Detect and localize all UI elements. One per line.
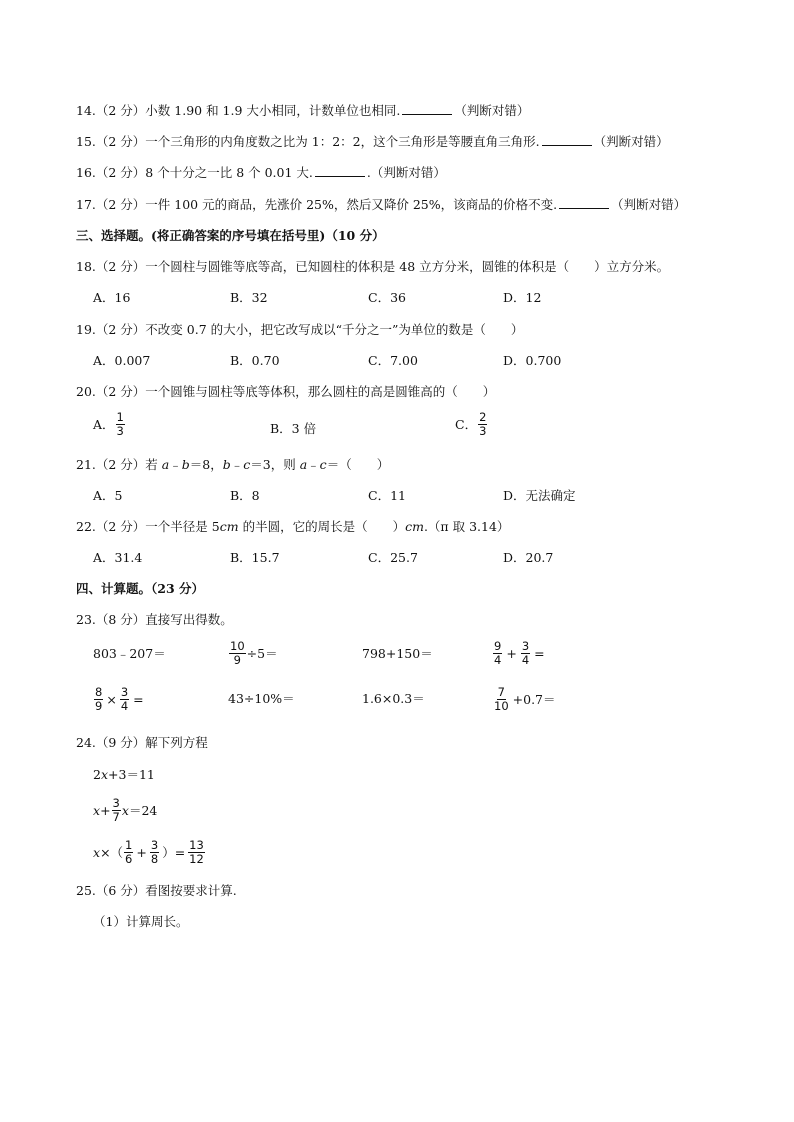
question-20-text: 20.（2 分）一个圆锥与圆柱等底等体积，那么圆柱的高是圆锥高的（ ） [76,384,496,399]
numerator: 3 [150,838,159,852]
question-15-text: 15.（2 分）一个三角形的内角度数之比为 1：2：2，这个三角形是等腰直角三角形. [76,134,540,149]
q20-option-c[interactable] [455,411,488,438]
q21-option-c[interactable]: C．11 [368,488,406,503]
question-15 [76,133,669,151]
calc-item-6: 43÷10%＝ [228,691,295,706]
numerator: 1 [116,410,124,424]
calc-item-5 [93,686,144,713]
q18-option-a[interactable]: A．16 [93,290,131,305]
question-22-text [76,518,509,536]
denominator: 3 [116,424,124,438]
section-3-heading: 三、选择题。(将正确答案的序号填在括号里)（10 分） [76,228,385,243]
q18-option-c[interactable]: C．36 [368,290,406,305]
q21-option-d[interactable]: D．无法确定 [503,488,576,503]
section-4-heading: 四、计算题。（23 分） [76,581,204,596]
fraction [493,640,502,667]
fraction [116,411,125,438]
calc-item-4 [492,640,545,667]
equation-3 [93,839,206,866]
fraction [521,640,530,667]
denominator: 4 [120,699,129,713]
variable-x: x [93,845,101,860]
fraction [478,411,487,438]
text: ＝24 [128,802,158,818]
numerator: 10 [230,639,245,653]
answer-blank[interactable] [542,133,592,146]
numerator: 2 [479,410,487,424]
minus: ﹣ [307,457,320,472]
minus: ﹣ [169,457,182,472]
numerator: 7 [497,685,505,699]
calc-item-1: 803﹣207＝ [93,646,166,661]
denominator: 8 [150,852,159,866]
question-21-text [76,456,389,474]
fraction [94,686,103,713]
coefficient: 2 [93,767,101,782]
question-16-tail: .（判断对错） [366,165,446,180]
operator: + [506,645,517,661]
denominator: 12 [189,852,204,866]
denominator: 4 [521,653,530,667]
calc-item-3: 798+150＝ [362,646,433,661]
question-16 [76,164,446,182]
q19-option-b[interactable]: B．0.70 [230,353,280,368]
question-25-sub-1: （1）计算周长。 [93,914,189,929]
q18-option-b[interactable]: B．32 [230,290,268,305]
expression-tail: +0.7＝ [512,691,556,707]
q19-option-c[interactable]: C．7.00 [368,353,418,368]
option-label: C． [455,416,478,432]
denominator: 3 [479,424,487,438]
fraction [150,839,159,866]
text: 22.（2 分）一个半径是 5 [76,519,220,534]
numerator: 3 [120,685,129,699]
unit-cm: cm [405,519,424,534]
answer-blank[interactable] [315,164,365,177]
denominator: 7 [112,810,120,824]
question-17-text: 17.（2 分）一件 100 元的商品，先涨价 25%，然后又降价 25%，该商品的价格不变. [76,197,558,212]
unit-cm: cm [219,519,239,534]
q19-option-d[interactable]: D．0.700 [503,353,562,368]
question-23-text: 23.（8 分）直接写出得数。 [76,612,233,627]
minus: ﹣ [230,457,244,472]
fraction [188,839,205,866]
text: ＝8， [189,457,223,472]
q21-option-a[interactable]: A．5 [93,488,123,503]
fraction [112,797,121,824]
operator: + [100,802,111,818]
numerator: 9 [494,639,502,653]
fraction [124,839,133,866]
text: .（π 取 3.14） [423,519,510,534]
expression-tail: ÷5＝ [246,645,278,661]
variable-x: x [121,803,129,818]
question-25-text: 25.（6 分）看图按要求计算. [76,883,237,898]
variable-x: x [100,767,109,782]
q22-option-c[interactable]: C．25.7 [368,550,418,565]
calc-item-8 [492,686,556,713]
question-15-tail: （判断对错） [593,134,669,149]
q20-option-a[interactable] [93,411,126,438]
answer-blank[interactable] [402,102,452,115]
denominator: 4 [494,653,502,667]
denominator: 10 [494,699,509,713]
equals: = [133,691,144,707]
q22-option-a[interactable]: A．31.4 [93,550,143,565]
numerator: 13 [189,838,204,852]
question-14 [76,102,529,120]
q22-option-b[interactable]: B．15.7 [230,550,280,565]
variable-c: c [243,457,251,472]
operator: × [106,691,117,707]
fraction [120,686,129,713]
q19-option-a[interactable]: A．0.007 [93,353,151,368]
numerator: 3 [521,639,530,653]
variable-b: b [222,457,231,472]
text: 的半圆，它的周长是（ ） [238,519,406,534]
denominator: 9 [233,653,241,667]
question-18-text: 18.（2 分）一个圆柱与圆锥等底等高，已知圆柱的体积是 48 立方分米，圆锥的体积是（ ）立方分米。 [76,259,670,274]
text: ）= [162,844,186,860]
equals: = [534,645,545,661]
text: +3＝11 [108,767,155,782]
calc-item-2 [228,640,278,667]
question-17 [76,196,686,214]
text: ＝（ ） [326,457,390,472]
denominator: 9 [95,699,103,713]
q18-option-d[interactable]: D．12 [503,290,542,305]
q21-option-b[interactable]: B．8 [230,488,260,503]
variable-b: b [181,457,190,472]
question-17-tail: （判断对错） [611,197,687,212]
q20-option-b[interactable]: B．3 倍 [270,421,317,436]
question-14-tail: （判断对错） [454,103,530,118]
numerator: 1 [125,838,133,852]
equation-2 [93,797,157,824]
calc-item-7: 1.6×0.3＝ [362,691,425,706]
equation-1 [93,766,155,784]
variable-x: x [93,803,101,818]
variable-c: c [319,457,327,472]
fraction [493,686,510,713]
numerator: 3 [112,796,120,810]
question-14-text: 14.（2 分）小数 1.90 和 1.9 大小相同，计数单位也相同. [76,103,401,118]
text: 21.（2 分）若 [76,457,162,472]
answer-blank[interactable] [559,196,609,209]
question-16-text: 16.（2 分）8 个十分之一比 8 个 0.01 大. [76,165,313,180]
question-19-text: 19.（2 分）不改变 0.7 的大小，把它改写成以“千分之一”为单位的数是（ ） [76,322,524,337]
option-label: A． [93,416,115,432]
operator: ×（ [100,844,124,860]
question-24-text: 24.（9 分）解下列方程 [76,735,208,750]
q22-option-d[interactable]: D．20.7 [503,550,554,565]
variable-a: a [161,457,170,472]
fraction [229,640,246,667]
text: ＝3，则 [250,457,300,472]
denominator: 6 [125,852,133,866]
numerator: 8 [95,685,103,699]
operator: + [136,844,147,860]
variable-a: a [299,457,308,472]
